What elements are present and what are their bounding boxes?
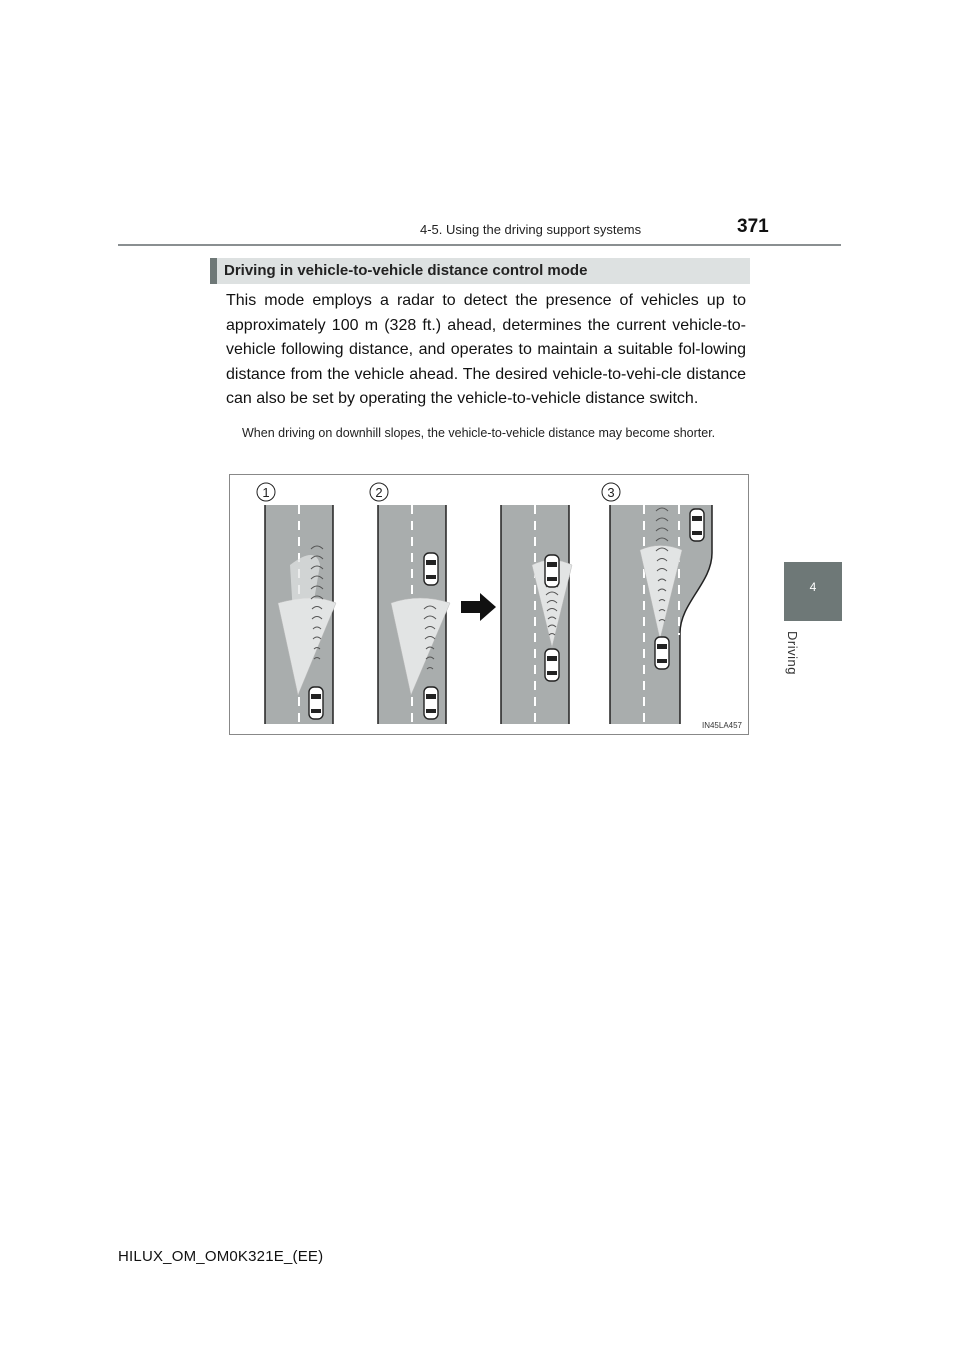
illustration-figure bbox=[229, 474, 749, 735]
figure-code: IN45LA457 bbox=[701, 721, 742, 730]
arrow-right-icon bbox=[461, 593, 496, 621]
car-icon bbox=[545, 555, 559, 587]
section-heading-bar bbox=[210, 258, 750, 284]
illustration-svg bbox=[230, 475, 750, 736]
step-marker-label: 2 bbox=[375, 485, 383, 500]
step-marker-label: 3 bbox=[607, 485, 615, 500]
car-icon bbox=[655, 637, 669, 669]
header-divider bbox=[118, 244, 841, 246]
car-icon bbox=[545, 649, 559, 681]
chapter-tab-number: 4 bbox=[809, 580, 817, 594]
step-marker-1 bbox=[257, 483, 275, 501]
car-icon bbox=[690, 509, 704, 541]
chapter-label: Driving bbox=[785, 631, 800, 675]
step-marker-3 bbox=[602, 483, 620, 501]
header-section-title: 4-5. Using the driving support systems bbox=[420, 222, 642, 237]
car-icon bbox=[309, 687, 323, 719]
page-number: 371 bbox=[737, 216, 769, 237]
section-title: Driving in vehicle-to-vehicle distance control mode bbox=[224, 262, 588, 279]
body-paragraph: This mode employs a radar to detect the presence of vehicles up to approximately 100 m (328 ft.) ahead, determines the current vehicle-to-vehicle following distance, and operates to maintain a suitable fol-lowing distance from the vehicle ahead. The desired vehicle-to-vehi-cle distance can also be set by operating the vehicle-to-vehicle distance switch. bbox=[226, 292, 746, 407]
step-marker-2 bbox=[370, 483, 388, 501]
note-paragraph: When driving on downhill slopes, the vehicle-to-vehicle distance may become shorter. bbox=[242, 426, 716, 440]
section-heading-accent bbox=[210, 258, 217, 284]
car-icon bbox=[424, 553, 438, 585]
footer-document-code: HILUX_OM_OM0K321E_(EE) bbox=[118, 1248, 324, 1265]
step-marker-label: 1 bbox=[262, 485, 270, 500]
car-icon bbox=[424, 687, 438, 719]
chapter-tab[interactable] bbox=[784, 562, 842, 621]
